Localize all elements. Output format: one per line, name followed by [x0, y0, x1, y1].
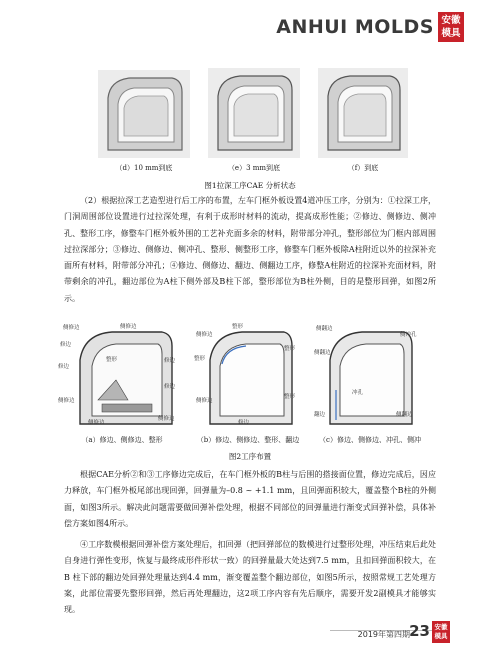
callout-c-2: 侧冲孔 — [400, 332, 417, 338]
figure1-caption-d: （d）10 mm到底 — [115, 164, 173, 172]
figure1-caption-f: （f）到底 — [347, 164, 379, 172]
paragraph2-text: 根据CAE分析②和③工序修边完成后，在车门框外板的B柱与后围的搭接面位置，修边完成后，因应力释放，车门框外板尾部出现回弹，回弹量为–0.8 ~ +1.1 mm，且回弹面积较大，覆盖整个B柱的外侧面，如图3所示。解决此问题需要做回弹补偿处理，根据不同部位的回弹量进行渐变式回弹补偿，具体补偿方案如图4所示。 — [64, 470, 436, 528]
callout-a-7: 修边 — [164, 384, 176, 390]
paragraph-compensation — [64, 537, 436, 618]
page-number: 23 — [409, 622, 430, 640]
callout-b-3: 整形 — [194, 356, 206, 362]
brand-badge-line1: 安徽 — [441, 15, 461, 26]
callout-b-4: 整形 — [284, 346, 296, 352]
brand-title: ANHUI MOLDS — [276, 16, 434, 38]
callout-c-5: 翻边 — [314, 412, 326, 418]
figure1-title: 图1拉深工序CAE 分析状态 — [204, 181, 296, 190]
paragraph-process-layout — [64, 193, 436, 307]
callout-b-1: 侧修边 — [196, 332, 213, 338]
callout-c-3: 侧翻边 — [314, 350, 331, 356]
footer-badge-line2: 模具 — [434, 632, 448, 640]
paragraph1-text: （2）根据拉深工艺造型进行后工序的布置，左车门框外板设置4道冲压工序，分别为：①拉深工序，门洞周围部位设置进行过拉深处理，有利于成形时材料的流动，提高成形性能；②修边、侧修边、侧冲孔、整形工序，修整车门框外板外围的工艺补充面多余的材料，附带部分冲孔，整形部位为门框内部周围过拉深部分；③修边、侧修边、侧冲孔、整形、侧整形工序，修整车门框外板除A柱附近以外的拉深补充面所有材料，附带部分冲孔；④修边、侧修边、翻边、侧翻边工序，修整A柱附近的拉深补充面材料，附带剩余的冲孔，翻边部位为A柱下侧外部及B柱下部，整形部位为B柱外侧，目的是整形回弹，如图2所示。 — [64, 196, 436, 303]
callout-a-9: 侧修边 — [88, 420, 105, 426]
callout-b-7: 修边 — [238, 420, 250, 426]
footer-badge-line1: 安徽 — [434, 623, 448, 631]
figure1-image-e — [208, 68, 300, 158]
callout-c-4: 冲孔 — [352, 390, 364, 396]
figure2-caption-a: （a）修边、侧修边、整形 — [81, 436, 163, 444]
callout-a-2: 侧修边 — [120, 324, 137, 330]
paragraph-springback-analysis — [64, 467, 436, 532]
footer-badge — [432, 621, 450, 643]
callout-b-5: 侧修边 — [196, 398, 213, 404]
callout-a-3: 修边 — [60, 342, 72, 348]
brand-badge-line2: 模具 — [441, 28, 461, 39]
figure1-image-f — [318, 68, 408, 158]
callout-a-4: 修边 — [164, 358, 176, 364]
figure1-caption-e: （e）3 mm到底 — [227, 164, 281, 172]
footer-issue: 2019年第四期 — [357, 630, 410, 639]
callout-a-10: 侧修边 — [158, 416, 175, 422]
callout-b-2: 整形 — [232, 324, 244, 330]
paragraph3-text: ④工序数模根据回弹补偿方案处理后，扣回弹（把回弹部位的数模进行过整形处理，冲压结束后此处自身进行弹性变形，恢复与最终成形件形状一致）的回弹量最大处达到7.5 mm，且扣回弹面积较大，在B 柱下部的翻边处回弹处理量达到4.4 mm，渐变覆盖整个翻边部位，如图5所示，按照常规工艺处理方案，此部位需要先整形回弹，然后再处理翻边，这2项工序内容有先后顺序，需要开发2副模具才能够实现。 — [64, 540, 436, 615]
callout-c-1: 侧翻边 — [316, 326, 333, 332]
callout-c-6: 侧翻边 — [396, 412, 413, 418]
callout-a-5: 修边 — [58, 364, 70, 370]
callout-a-8: 侧修边 — [58, 398, 75, 404]
figure2-caption-c: （c）修边、侧修边、冲孔、侧冲 — [319, 436, 421, 444]
callout-a-6: 整形 — [106, 357, 118, 363]
brand-badge — [438, 12, 464, 42]
figure2-title: 图2工序布置 — [228, 452, 272, 461]
callout-a-1: 侧修边 — [63, 325, 80, 331]
figure1-image-d — [98, 70, 190, 158]
callout-b-6: 整形 — [284, 394, 296, 400]
figure2-caption-b: （b）修边、侧修边、整形、翻边 — [196, 436, 300, 444]
